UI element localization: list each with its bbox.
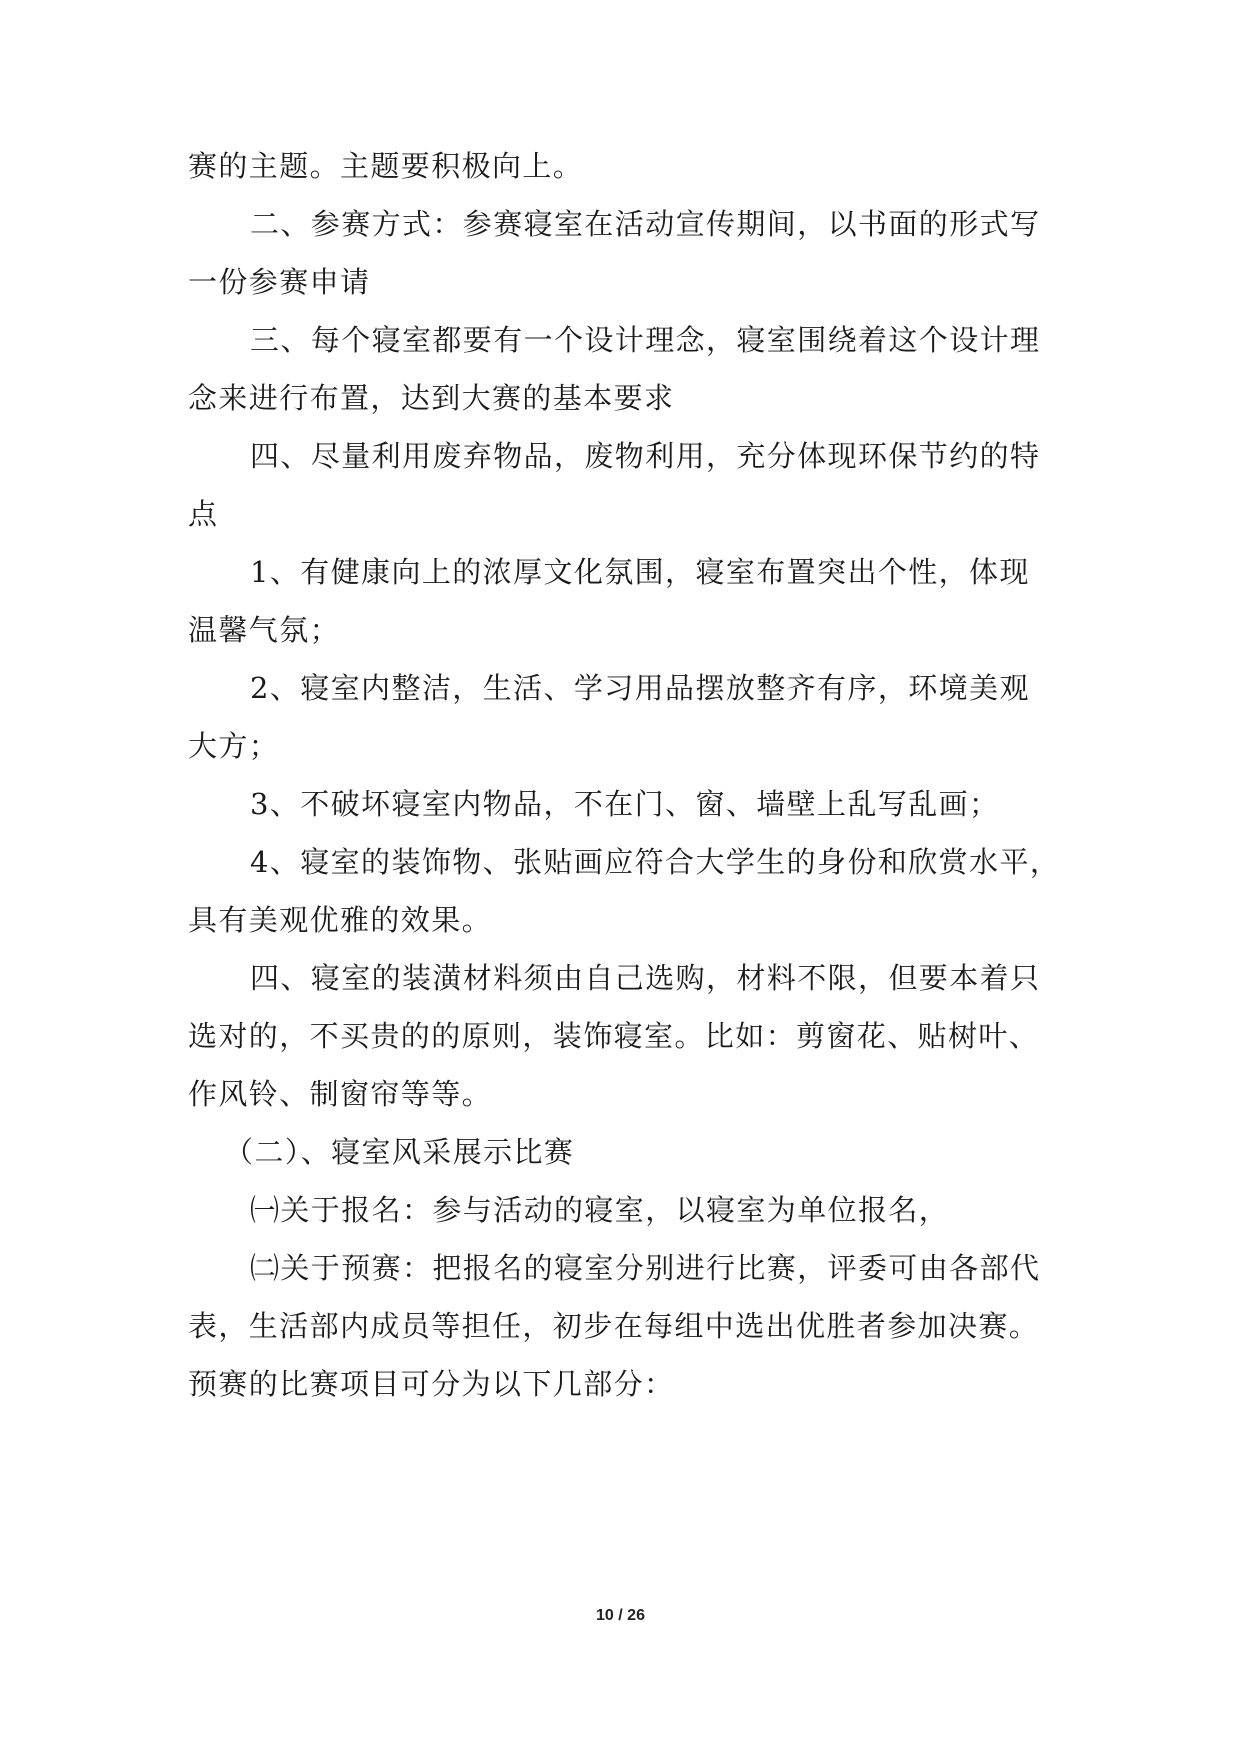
paragraph-line: 表，生活部内成员等担任，初步在每组中选出优胜者参加决赛。 bbox=[188, 1309, 1040, 1343]
paragraph-line: 三、每个寝室都要有一个设计理念，寝室围绕着这个设计理 bbox=[250, 323, 1041, 357]
paragraph-line: 2、寝室内整洁，生活、学习用品摆放整齐有序，环境美观 bbox=[250, 671, 1030, 705]
section-heading: （二）、寝室风采展示比赛 bbox=[224, 1135, 575, 1169]
paragraph-line: 4、寝室的装饰物、张贴画应符合大学生的身份和欣赏水平， bbox=[250, 845, 1061, 879]
paragraph-line: 大方； bbox=[188, 729, 280, 763]
paragraph-line: 预赛的比赛项目可分为以下几部分： bbox=[188, 1367, 675, 1401]
page-number: 10 / 26 bbox=[596, 1607, 645, 1624]
paragraph-line: 作风铃、制窗帘等等。 bbox=[188, 1077, 493, 1111]
paragraph-line: 3、不破坏寝室内物品，不在门、窗、墙壁上乱写乱画； bbox=[250, 787, 1000, 821]
paragraph-line: 四、尽量利用废弃物品，废物利用，充分体现环保节约的特 bbox=[250, 439, 1041, 473]
paragraph-line: ㈡关于预赛：把报名的寝室分别进行比赛，评委可由各部代 bbox=[250, 1251, 1041, 1285]
paragraph-line: 具有美观优雅的效果。 bbox=[188, 903, 493, 937]
paragraph-line: 温馨气氛； bbox=[188, 613, 341, 647]
paragraph-line: 一份参赛申请 bbox=[188, 265, 371, 299]
paragraph-line: 四、寝室的装潢材料须由自己选购，材料不限，但要本着只 bbox=[250, 961, 1041, 995]
paragraph-line: 二、参赛方式：参赛寝室在活动宣传期间，以书面的形式写 bbox=[250, 207, 1041, 241]
paragraph-line: 点 bbox=[188, 497, 219, 531]
paragraph-line: 1、有健康向上的浓厚文化氛围，寝室布置突出个性，体现 bbox=[250, 555, 1030, 589]
paragraph-line: 念来进行布置，达到大赛的基本要求 bbox=[188, 381, 675, 415]
paragraph-line: 赛的主题。主题要积极向上。 bbox=[188, 149, 584, 183]
paragraph-line: 选对的，不买贵的的原则，装饰寝室。比如：剪窗花、贴树叶、 bbox=[188, 1019, 1040, 1053]
paragraph-line: ㈠关于报名：参与活动的寝室，以寝室为单位报名， bbox=[250, 1193, 950, 1227]
